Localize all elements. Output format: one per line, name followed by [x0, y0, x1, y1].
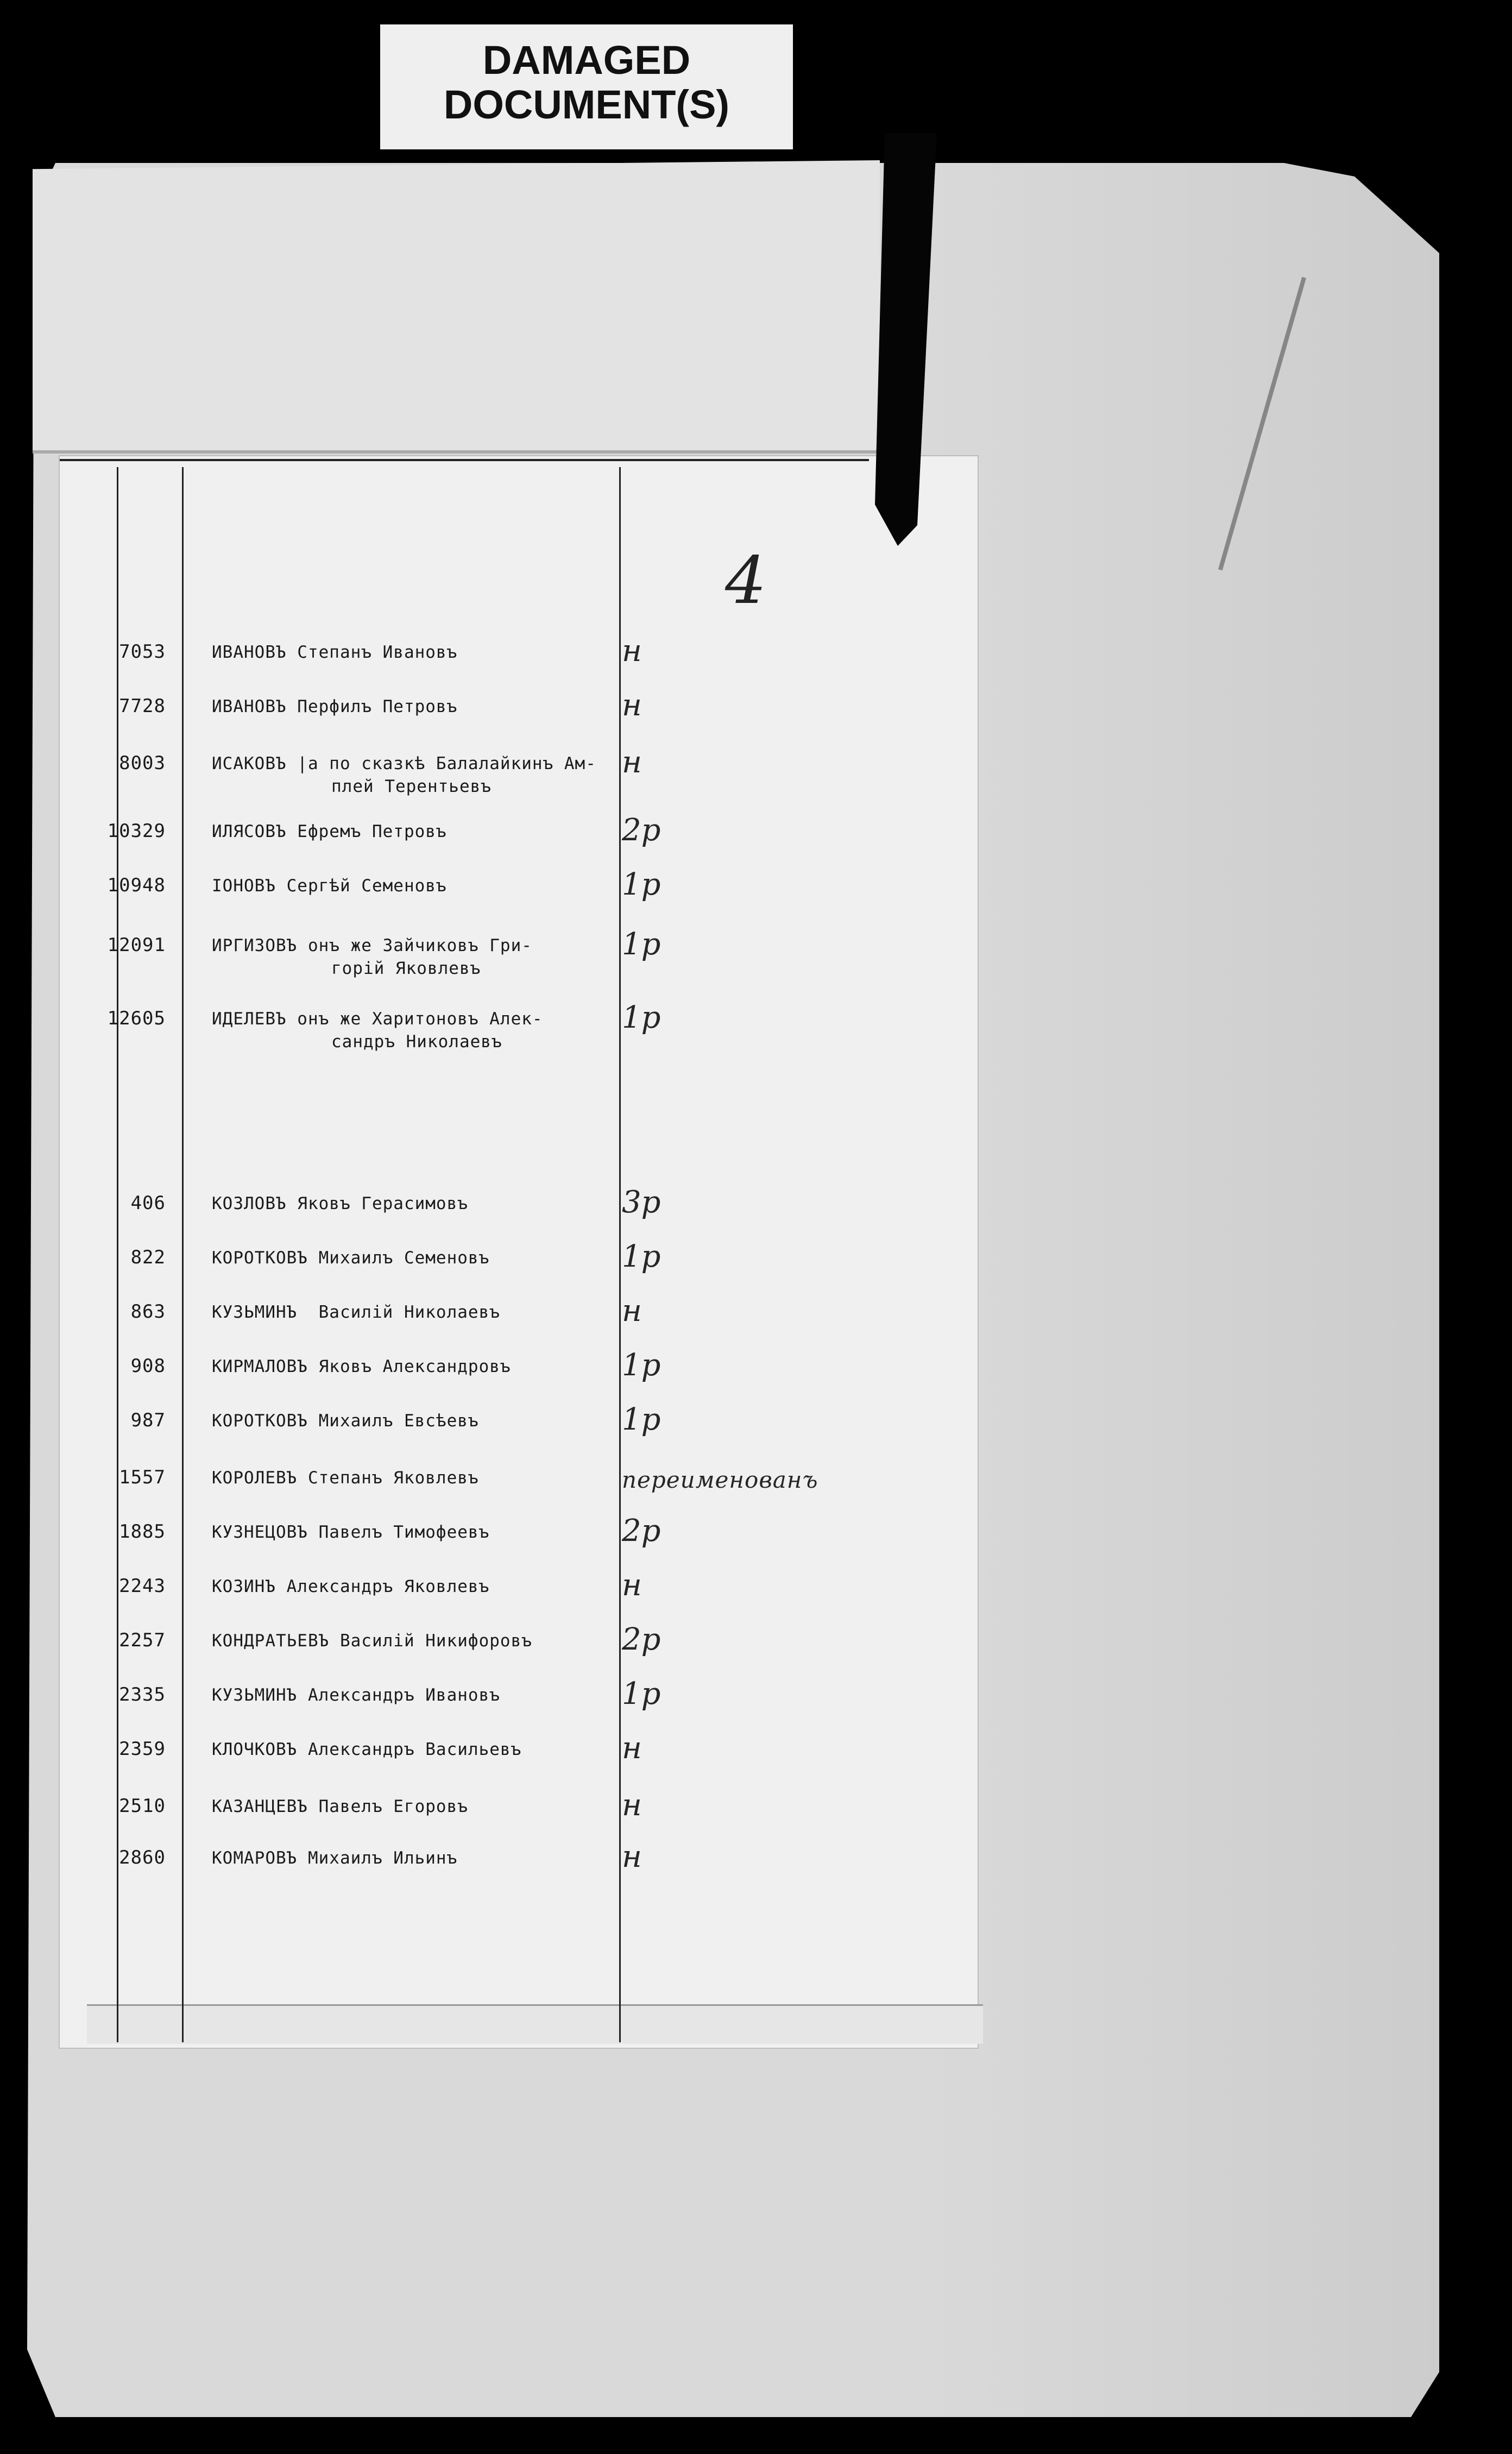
entry-number: 2860 — [119, 1847, 166, 1868]
entry-number: 1557 — [119, 1467, 166, 1488]
table-row — [0, 688, 978, 744]
entry-name-line: ИРГИЗОВЪ онъ же Зайчиковъ Гри- — [212, 936, 532, 955]
table-row — [0, 1676, 978, 1733]
entry-name-continuation: плей Терентьевъ — [331, 777, 492, 796]
entry-number: 863 — [130, 1301, 166, 1323]
entry-name-line: КОМАРОВЪ Михаилъ Ильинъ — [212, 1848, 458, 1868]
entry-number: 2257 — [119, 1629, 166, 1651]
entry-name — [212, 1467, 608, 1489]
handwritten-mark: 3р — [622, 1185, 661, 1220]
entry-name — [212, 820, 608, 843]
entry-number: 10948 — [107, 874, 166, 896]
table-row — [0, 1731, 978, 1787]
table-row — [0, 867, 978, 923]
handwritten-mark: н — [622, 1839, 642, 1874]
entry-name — [212, 874, 608, 897]
entry-name — [212, 1847, 608, 1870]
entry-number: 822 — [130, 1247, 166, 1268]
entry-name — [212, 695, 608, 718]
entry-number: 987 — [130, 1410, 166, 1431]
entry-number: 7053 — [119, 641, 166, 663]
handwritten-mark: 1р — [622, 1348, 661, 1383]
entry-name — [212, 1008, 608, 1053]
backing-sheet-shade — [923, 163, 1439, 2417]
entry-name — [212, 934, 608, 980]
table-row — [0, 1293, 978, 1350]
table-row — [0, 1622, 978, 1678]
entry-name-line: КУЗЬМИНЪ Александръ Ивановъ — [212, 1685, 500, 1705]
table-row — [0, 1000, 978, 1056]
entry-name-line: КИРМАЛОВЪ Яковъ Александровъ — [212, 1357, 511, 1376]
handwritten-mark: н — [622, 1568, 642, 1603]
table-row — [0, 1402, 978, 1458]
handwritten-mark: 1р — [622, 1402, 661, 1437]
entry-name — [212, 1575, 608, 1598]
handwritten-mark: 1р — [622, 1676, 661, 1711]
handwritten-mark: 1р — [622, 1239, 661, 1274]
table-row — [0, 813, 978, 869]
handwritten-mark: 1р — [622, 1000, 661, 1035]
entry-name-line: КОРОТКОВЪ Михаилъ Семеновъ — [212, 1248, 490, 1268]
handwritten-mark: н — [622, 1788, 642, 1823]
table-row — [0, 1185, 978, 1241]
table-row — [0, 1348, 978, 1404]
handwritten-mark: 2р — [622, 1622, 661, 1657]
entry-name — [212, 1521, 608, 1544]
handwritten-mark: 1р — [622, 927, 661, 962]
table-row — [0, 1239, 978, 1295]
entry-name-continuation: горій Яковлевъ — [331, 959, 481, 978]
handwritten-mark: 1р — [622, 867, 661, 902]
entry-number: 406 — [130, 1192, 166, 1214]
table-row — [0, 745, 978, 801]
table-row — [0, 1839, 978, 1896]
entry-name — [212, 752, 608, 798]
entry-name-line: КОНДРАТЬЕВЪ Василій Никифоровъ — [212, 1631, 532, 1651]
entry-name-line: ИВАНОВЪ Степанъ Ивановъ — [212, 643, 458, 662]
entry-number: 12605 — [107, 1008, 166, 1029]
entry-name — [212, 1192, 608, 1215]
entry-name — [212, 1355, 608, 1378]
entry-name — [212, 1410, 608, 1432]
entry-number: 908 — [130, 1355, 166, 1377]
entry-number: 2510 — [119, 1795, 166, 1817]
entry-number: 12091 — [107, 934, 166, 956]
damaged-document-label — [380, 24, 793, 149]
entry-number: 1885 — [119, 1521, 166, 1543]
label-line-1: DAMAGED — [482, 37, 691, 83]
folded-top-flap — [33, 160, 880, 454]
label-line-2: DOCUMENT(S) — [443, 82, 730, 127]
entry-name-line: КОЗИНЪ Александръ Яковлевъ — [212, 1577, 490, 1596]
entry-name-line: ИВАНОВЪ Перфилъ Петровъ — [212, 697, 458, 716]
entry-number: 2359 — [119, 1738, 166, 1760]
entry-name-line: КОЗЛОВЪ Яковъ Герасимовъ — [212, 1194, 468, 1213]
entry-number: 2243 — [119, 1575, 166, 1597]
entry-name — [212, 1684, 608, 1707]
entry-name — [212, 641, 608, 664]
table-row — [0, 1467, 978, 1515]
entry-name — [212, 1301, 608, 1324]
entry-name-line: КУЗНЕЦОВЪ Павелъ Тимофеевъ — [212, 1522, 490, 1542]
entry-name-line: ИДЕЛЕВЪ онъ же Харитоновъ Алек- — [212, 1009, 543, 1029]
handwritten-mark: переименованъ — [622, 1467, 818, 1493]
entry-name-continuation: сандръ Николаевъ — [331, 1032, 502, 1052]
handwritten-mark: 2р — [622, 1513, 661, 1549]
entry-name-line: ИЛЯСОВЪ Ефремъ Петровъ — [212, 822, 447, 841]
handwritten-mark: н — [622, 688, 642, 723]
handwritten-mark: н — [622, 633, 642, 669]
entry-name-line: КЛОЧКОВЪ Александръ Васильевъ — [212, 1740, 522, 1759]
entry-number: 8003 — [119, 752, 166, 774]
entry-number: 10329 — [107, 820, 166, 842]
entry-name-line: ІОНОВЪ Сергѣй Семеновъ — [212, 876, 447, 896]
entry-number: 2335 — [119, 1684, 166, 1706]
entry-name — [212, 1247, 608, 1269]
table-row — [0, 633, 978, 690]
table-row — [0, 1568, 978, 1624]
table-row — [0, 1513, 978, 1570]
entry-name-line: КОРОЛЕВЪ Степанъ Яковлевъ — [212, 1468, 479, 1488]
entry-name — [212, 1795, 608, 1818]
entry-name-line: ИСАКОВЪ |а по сказкѣ Балалайкинъ Ам- — [212, 754, 596, 773]
entry-name — [212, 1738, 608, 1761]
list-sheet-bottom-edge — [87, 2004, 983, 2044]
handwritten-mark: н — [622, 1731, 642, 1766]
handwritten-mark: 2р — [622, 813, 661, 848]
handwritten-mark: н — [622, 745, 642, 780]
page-number: 4 — [725, 543, 767, 619]
table-top-rule — [60, 459, 869, 461]
entry-name-line: КАЗАНЦЕВЪ Павелъ Егоровъ — [212, 1797, 468, 1816]
entry-name — [212, 1629, 608, 1652]
handwritten-mark: н — [622, 1293, 642, 1329]
table-row — [0, 1788, 978, 1844]
entry-number: 7728 — [119, 695, 166, 717]
entry-name-line: КОРОТКОВЪ Михаилъ Евсѣевъ — [212, 1411, 479, 1431]
entry-name-line: КУЗЬМИНЪ Василій Николаевъ — [212, 1302, 500, 1322]
table-row — [0, 927, 978, 983]
